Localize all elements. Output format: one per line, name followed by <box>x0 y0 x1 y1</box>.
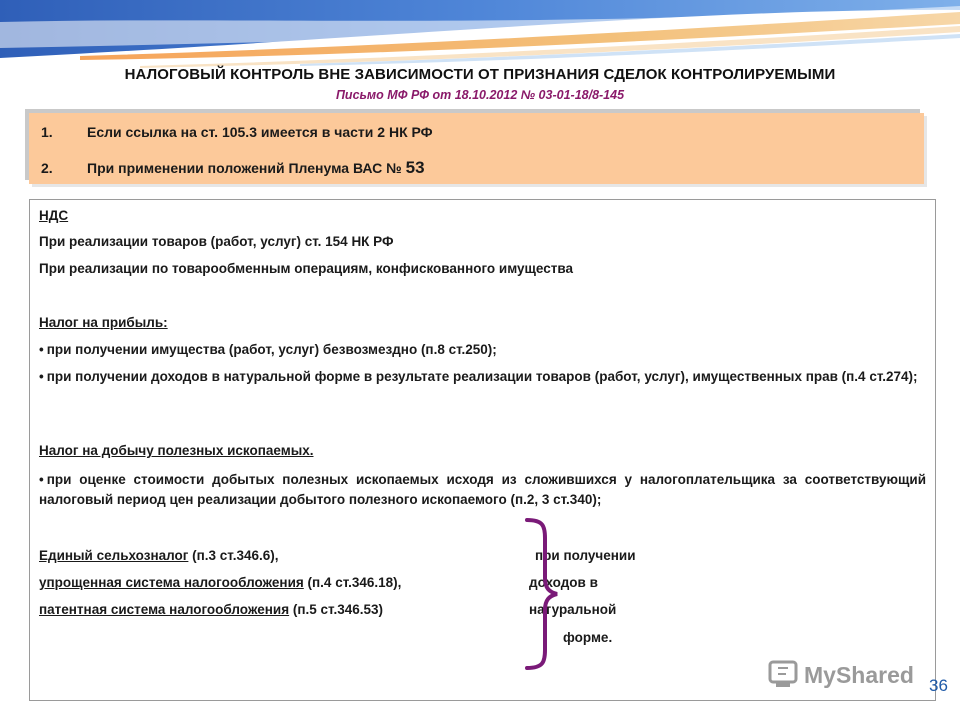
right-brace-icon <box>521 516 561 672</box>
profit-heading: Налог на прибыль: <box>39 315 168 330</box>
ndpi-heading: Налог на добычу полезных ископаемых. <box>39 443 314 458</box>
highlight-item-1 <box>41 124 433 140</box>
header-swoosh-decoration <box>0 0 960 70</box>
slide-title: НАЛОГОВЫЙ КОНТРОЛЬ ВНЕ ЗАВИСИМОСТИ ОТ ПРИЗНАНИЯ СДЕЛОК КОНТРОЛИРУЕМЫМИ <box>124 66 836 83</box>
bullet-text: при оценке стоимости добытых полезных ископаемых исходя из сложившихся у налогоплательщика за соответствующий налоговый период цен реализации добытого полезного ископаемого (п.2, 3 ст.340); <box>39 472 926 507</box>
myshared-logo-icon <box>766 656 926 692</box>
highlight-item-text: При применении положений Пленума ВАС № <box>87 160 406 176</box>
profit-bullet <box>39 367 926 387</box>
brace-text-line: доходов в <box>529 575 598 590</box>
regime-name: Единый сельхозналог <box>39 548 189 563</box>
profit-bullet <box>39 340 926 360</box>
nds-line: При реализации по товарообменным операциям, конфискованного имущества <box>39 261 574 276</box>
highlight-item-suffix: 53 <box>405 158 425 177</box>
regime-line <box>39 573 509 593</box>
regime-ref: (п.4 ст.346.18), <box>303 575 402 590</box>
bullet-icon: • <box>39 369 44 384</box>
regime-name: патентная система налогообложения <box>39 602 290 617</box>
watermark-text: MyShared <box>804 662 914 688</box>
slide-subtitle: Письмо МФ РФ от 18.10.2012 № 03-01-18/8-145 <box>335 88 625 102</box>
page-number: 36 <box>929 676 948 695</box>
regime-line <box>39 546 509 566</box>
ndpi-bullet <box>39 470 926 510</box>
highlight-item-number: 2. <box>41 160 53 176</box>
regime-line <box>39 600 509 620</box>
brace-text-line: форме. <box>563 630 613 645</box>
brace-text-line: при получении <box>535 548 636 563</box>
content-box <box>29 199 936 701</box>
bullet-icon: • <box>39 342 44 357</box>
highlight-item-number: 1. <box>41 124 53 140</box>
highlight-item-2 <box>41 158 425 178</box>
regime-ref: (п.3 ст.346.6), <box>188 548 279 563</box>
nds-line: При реализации товаров (работ, услуг) ст. 154 НК РФ <box>39 234 394 249</box>
brace-text-line: натуральной <box>529 602 617 617</box>
regime-ref: (п.5 ст.346.53) <box>289 602 383 617</box>
bullet-text: при получении доходов в натуральной форме в результате реализации товаров (работ, услуг), имущественных прав (п.4 ст.274); <box>46 369 918 384</box>
highlight-box <box>29 113 924 184</box>
highlight-item-text: Если ссылка на ст. 105.3 имеется в части 2 НК РФ <box>87 124 433 140</box>
nds-heading: НДС <box>39 208 69 223</box>
regime-name: упрощенная система налогообложения <box>39 575 304 590</box>
bullet-text: при получении имущества (работ, услуг) безвозмездно (п.8 ст.250); <box>46 342 497 357</box>
bullet-icon: • <box>39 472 44 487</box>
